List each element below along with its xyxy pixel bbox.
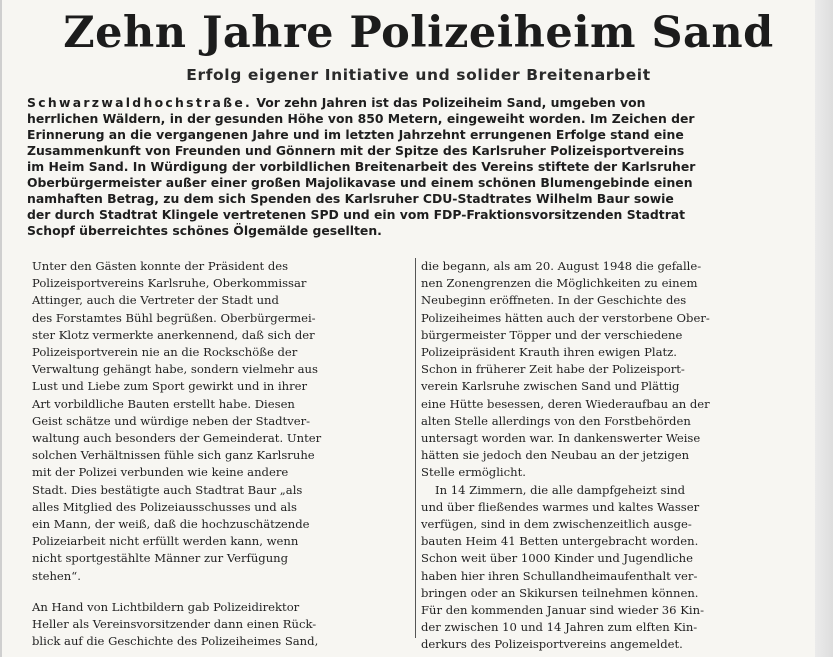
lead-line: im Heim Sand. In Würdigung der vorbildlichen Breitenarbeit des Vereins stiftete der Karlsruher — [27, 159, 696, 174]
body-line: Attinger, auch die Vertreter der Stadt und — [32, 293, 279, 308]
body-line: blick auf die Geschichte des Polizeiheimes Sand, — [32, 634, 319, 649]
body-line: bringen oder an Skikursen teilnehmen können. — [421, 585, 699, 600]
lead-line: Oberbürgermeister außer einer großen Majolikavase und einem schönen Blumengebinde einen — [27, 175, 693, 190]
body-line: Verwaltung gehängt habe, sondern vielmehr aus — [32, 362, 318, 377]
body-line: verein Karlsruhe zwischen Sand und Plättig — [421, 379, 680, 394]
body-line: An Hand von Lichtbildern gab Polizeidirektor — [32, 599, 300, 614]
body-line: Schon weit über 1000 Kinder und Jugendliche — [421, 551, 693, 566]
body-line: Stelle ermöglicht. — [421, 465, 526, 480]
body-line: die begann, als am 20. August 1948 die gefalle- — [421, 259, 702, 273]
lead-paragraph — [27, 95, 812, 239]
body-line: bauten Heim 41 Betten untergebracht worden. — [421, 534, 699, 549]
lead-place: Schwarzwaldhochstraße. — [27, 95, 253, 110]
body-column-right — [421, 258, 815, 654]
body-line: Unter den Gästen konnte der Präsident des — [32, 259, 289, 273]
body-line: Heller als Vereinsvorsitzender dann einen Rück- — [32, 617, 317, 632]
body-line: Geist schätze und würdige neben der Stadtver- — [32, 413, 311, 428]
body-line: stehen“. — [32, 568, 81, 583]
body-line: der zwischen 10 und 14 Jahren zum elften Kin- — [421, 620, 698, 635]
subheadline: Erfolg eigener Initiative und solider Breitenarbeit — [186, 66, 651, 84]
body-line: ein Mann, der weiß, daß die hochzuschätzende — [32, 517, 310, 532]
lead-line: Schopf überreichtes schönes Ölgemälde gesellten. — [27, 223, 382, 238]
body-line: Polizeisportverein nie an die Rockschöße der — [32, 345, 298, 360]
body-line: bürgermeister Töpper und der verschiedene — [421, 327, 683, 342]
body-line: untersagt worden war. In dankenswerter Weise — [421, 431, 701, 446]
body-line: nen Zonengrenzen die Möglichkeiten zu einem — [421, 276, 698, 291]
body-line: mit der Polizei verbunden wie keine andere — [32, 465, 289, 480]
body-line: Polizeiarbeit nicht erfüllt werden kann, wenn — [32, 534, 299, 549]
headline: Zehn Jahre Polizeiheim Sand — [63, 8, 774, 58]
body-line: alles Mitglied des Polizeiausschusses und als — [32, 499, 297, 514]
body-line: waltung auch besonders der Gemeinderat. Unter — [32, 431, 322, 446]
body-line: und über fließendes warmes und kaltes Wasser — [421, 499, 700, 514]
column-divider — [415, 258, 416, 638]
body-line: Polizeisportvereins Karlsruhe, Oberkommissar — [32, 276, 307, 291]
body-line: alten Stelle allerdings von den Forstbehörden — [421, 413, 691, 428]
body-line: Art vorbildliche Bauten erstellt habe. Diesen — [32, 396, 295, 411]
body-line: Neubeginn eröffneten. In der Geschichte des — [421, 293, 687, 308]
body-line: Polizeiheimes hätten auch der verstorbene Ober- — [421, 310, 710, 325]
lead-line: der durch Stadtrat Klingele vertretenen SPD und ein vom FDP-Fraktionsvorsitzenden Stadtrat — [27, 207, 686, 222]
body-line: Für den kommenden Januar sind wieder 36 Kin- — [421, 603, 704, 618]
page-edge-shadow — [815, 0, 833, 657]
lead-line: Erinnerung an die vergangenen Jahre und im letzten Jahrzehnt errungenen Erfolge stand eine — [27, 127, 684, 142]
body-line: In 14 Zimmern, die alle dampfgeheizt sind — [435, 482, 686, 497]
body-line: solchen Verhältnissen fühle sich ganz Karlsruhe — [32, 448, 315, 463]
lead-line: Schwarzwaldhochstraße. Vor zehn Jahren ist das Polizeiheim Sand, umgeben von — [27, 95, 646, 110]
body-line: verfügen, sind in dem zwischenzeitlich ausge- — [421, 517, 692, 532]
lead-line: Zusammenkunft von Freunden und Gönnern mit der Spitze des Karlsruher Polizeisportvereins — [27, 143, 685, 158]
body-line: eine Hütte besessen, deren Wiederaufbau an der — [421, 396, 710, 411]
body-line: ster Klotz vermerkte anerkennend, daß sich der — [32, 327, 315, 342]
lead-line: herrlichen Wäldern, in der gesunden Höhe von 850 Metern, eingeweiht worden. Im Zeichen der — [27, 111, 695, 126]
body-line: Schon in früherer Zeit habe der Polizeisport- — [421, 362, 685, 377]
body-line: Polizeipräsident Krauth ihren ewigen Platz. — [421, 345, 677, 360]
body-line: Stadt. Dies bestätigte auch Stadtrat Baur „als — [32, 482, 303, 497]
body-line: haben hier ihren Schullandheimaufenthalt ver- — [421, 568, 698, 583]
lead-line: namhaften Betrag, zu dem sich Spenden des Karlsruher CDU-Stadtrates Wilhelm Baur sowie — [27, 191, 674, 206]
body-column-left — [32, 258, 407, 650]
body-line: hätten sie jedoch den Neubau an der jetzigen — [421, 448, 690, 463]
body-line: derkurs des Polizeisportvereins angemeldet. — [421, 637, 683, 652]
body-line: Lust und Liebe zum Sport gewirkt und in ihrer — [32, 379, 308, 394]
body-line: nicht sportgestählte Männer zur Verfügung — [32, 551, 289, 566]
paragraph-gap — [32, 585, 407, 599]
body-line: des Forstamtes Bühl begrüßen. Oberbürgermei- — [32, 310, 316, 325]
